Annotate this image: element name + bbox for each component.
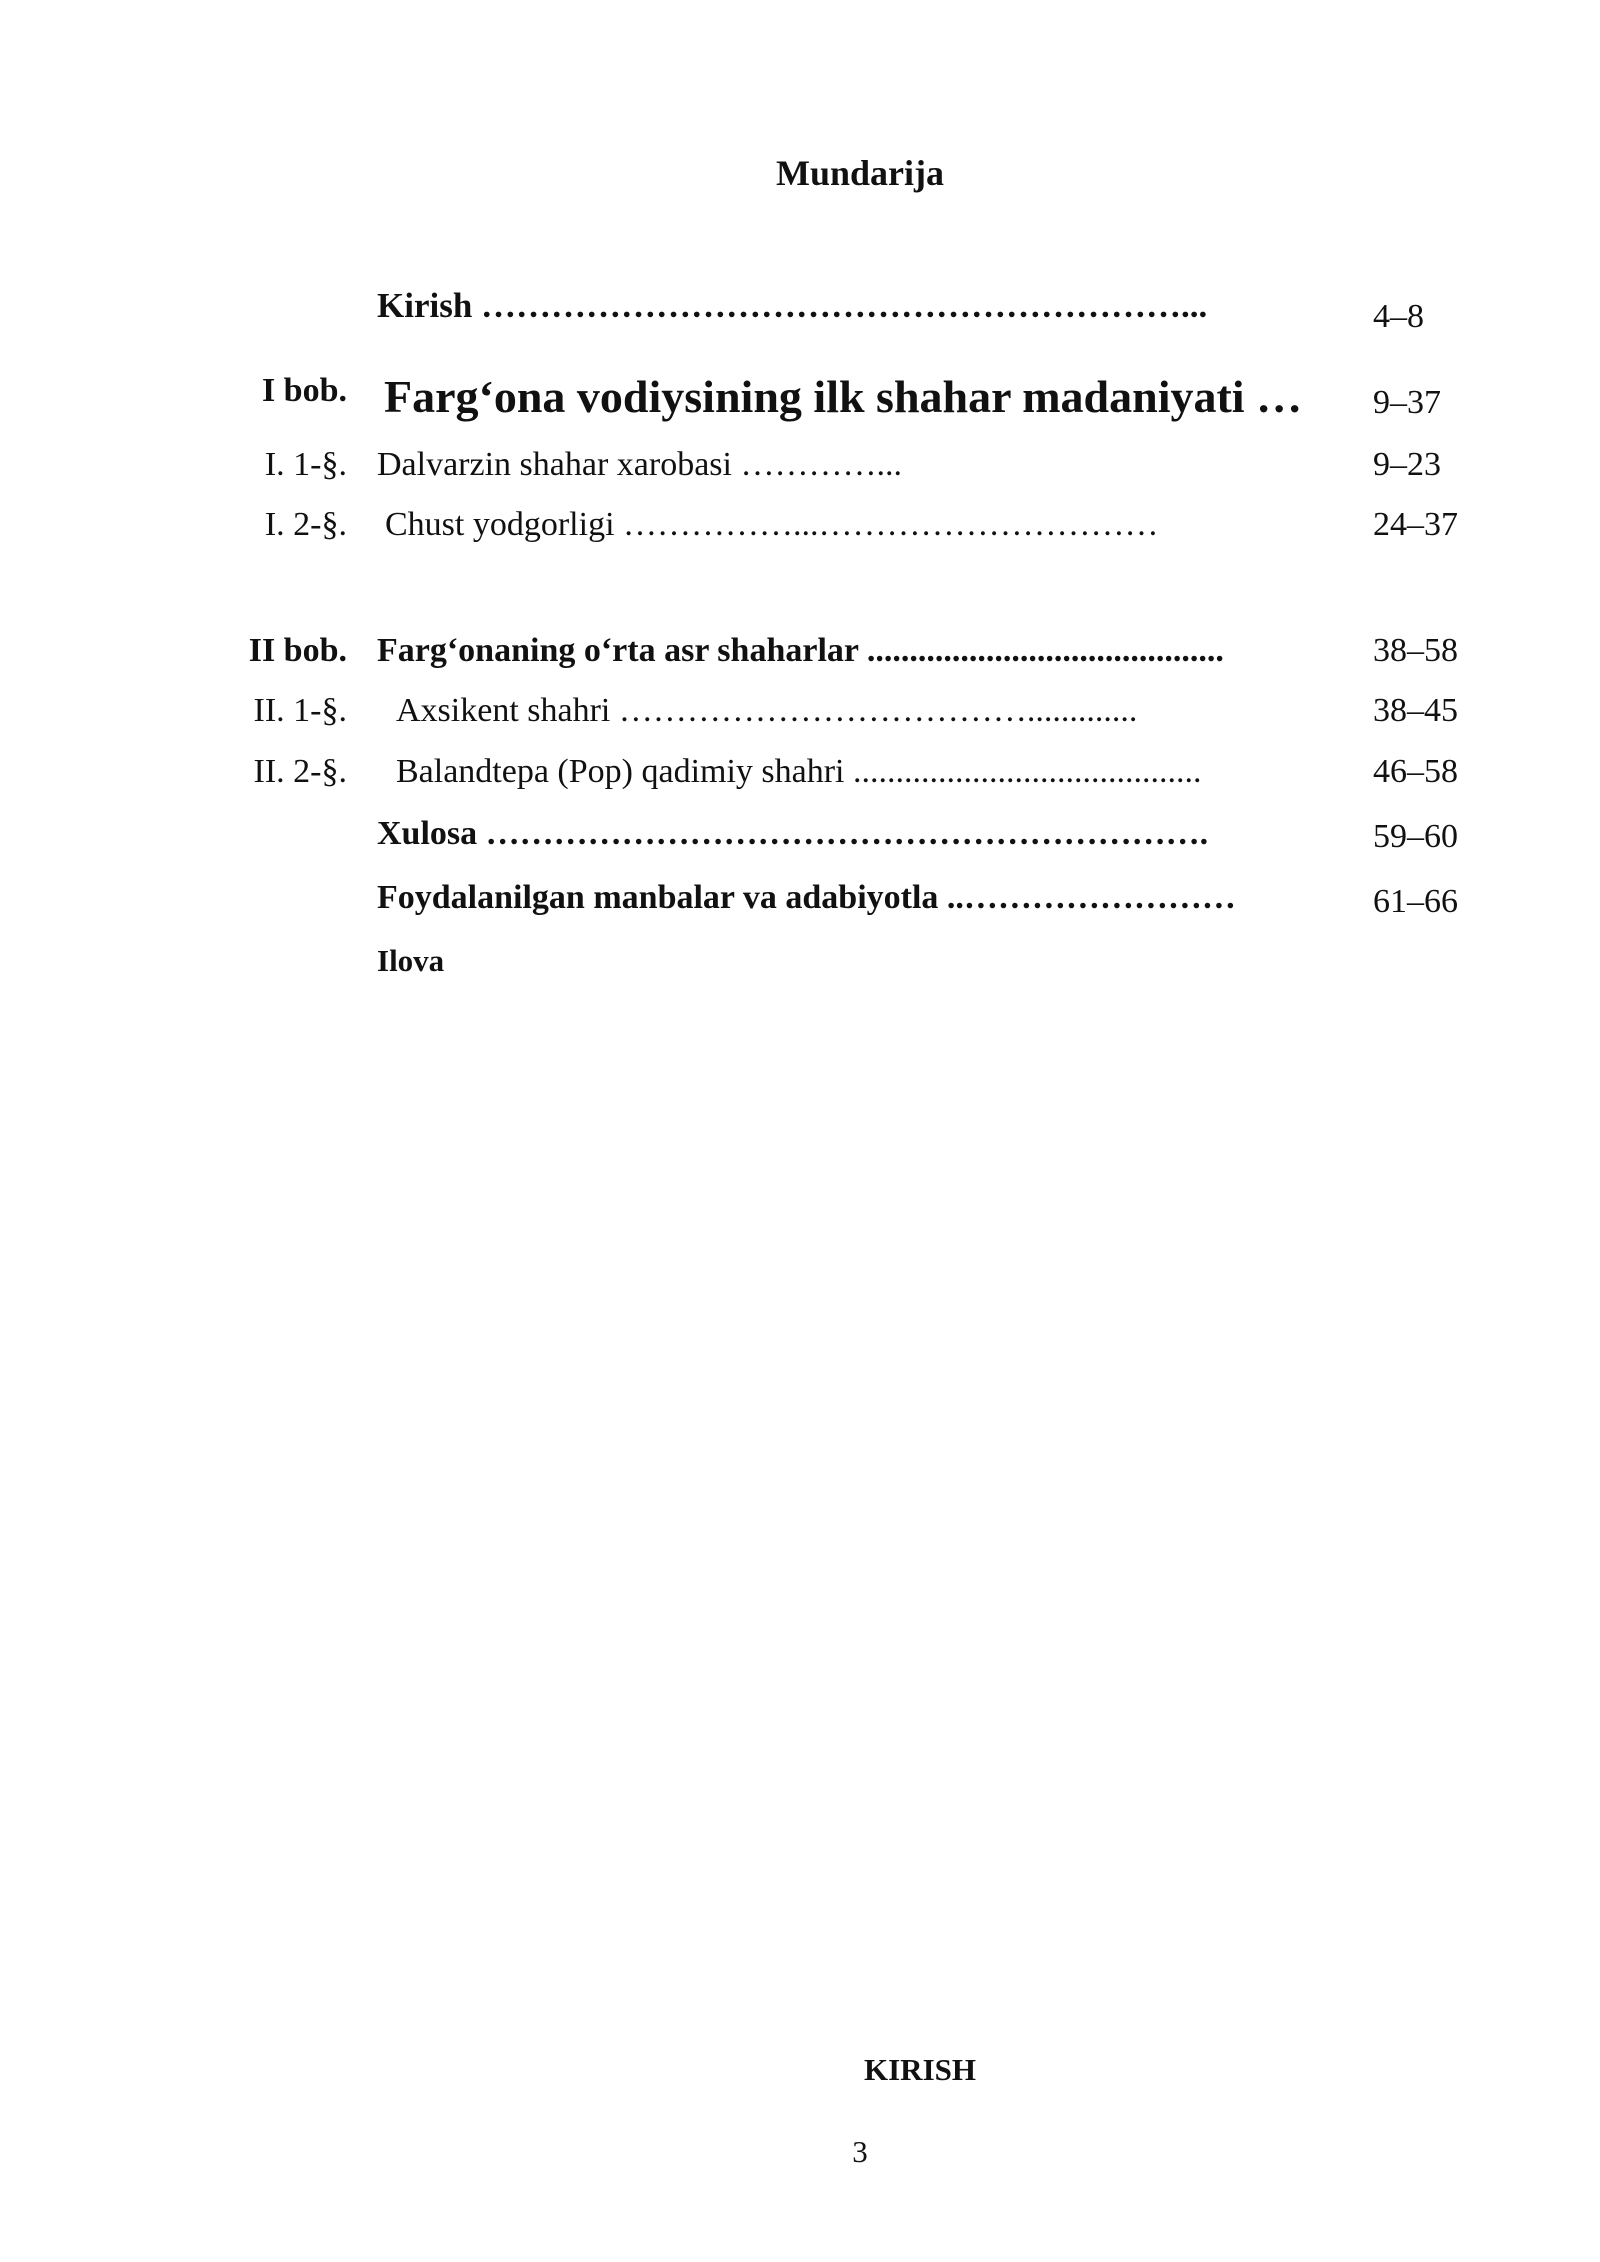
toc-entry-number: I. 2-§.	[264, 506, 347, 543]
toc-entry-label: Chust yodgorligi ……………...…………………………	[385, 506, 1159, 543]
toc-entry-label: Farg‘onaning o‘rta asr shaharlar ..........................................	[377, 632, 1224, 669]
toc-entry-label: Axsikent shahri ……………………………….............	[396, 692, 1138, 729]
toc-entry-label: Foydalanilgan manbalar va adabiyotla ..……………………	[377, 879, 1236, 916]
toc-entry-pages: 38–45	[1373, 692, 1458, 729]
toc-entry-pages: 9–37	[1373, 384, 1441, 421]
section-heading: KIRISH	[864, 2052, 976, 2087]
toc-entry-pages: 4–8	[1373, 298, 1424, 335]
toc-entry-label: Xulosa ……………………………………………………….	[377, 815, 1209, 852]
toc-entry-label: Farg‘ona vodiysining ilk shahar madaniyati …	[384, 371, 1303, 422]
toc-entry-number: II bob.	[248, 632, 347, 669]
page-number: 3	[852, 2134, 868, 2169]
page-title: Mundarija	[775, 153, 944, 193]
toc-entry-label: Kirish ……………………………………………………...	[377, 286, 1208, 325]
toc-entry-pages: 9–23	[1373, 446, 1441, 483]
toc-entry-pages: 61–66	[1373, 883, 1458, 920]
toc-entry-number: II. 2-§.	[253, 753, 347, 790]
toc-entry-pages: 46–58	[1373, 753, 1458, 790]
toc-entry-number: I. 1-§.	[264, 446, 347, 483]
toc-entry-label: Ilova	[377, 943, 445, 978]
toc-entry-pages: 59–60	[1373, 818, 1458, 855]
toc-entry-label: Balandtepa (Pop) qadimiy shahri .........................................	[396, 753, 1202, 790]
toc-entry-label: Dalvarzin shahar xarobasi …………...	[377, 446, 902, 483]
toc-entry-pages: 38–58	[1373, 632, 1458, 669]
toc-entry-pages: 24–37	[1373, 506, 1458, 543]
toc-entry-number: I bob.	[261, 372, 347, 409]
toc-entry-number: II. 1-§.	[253, 692, 347, 729]
